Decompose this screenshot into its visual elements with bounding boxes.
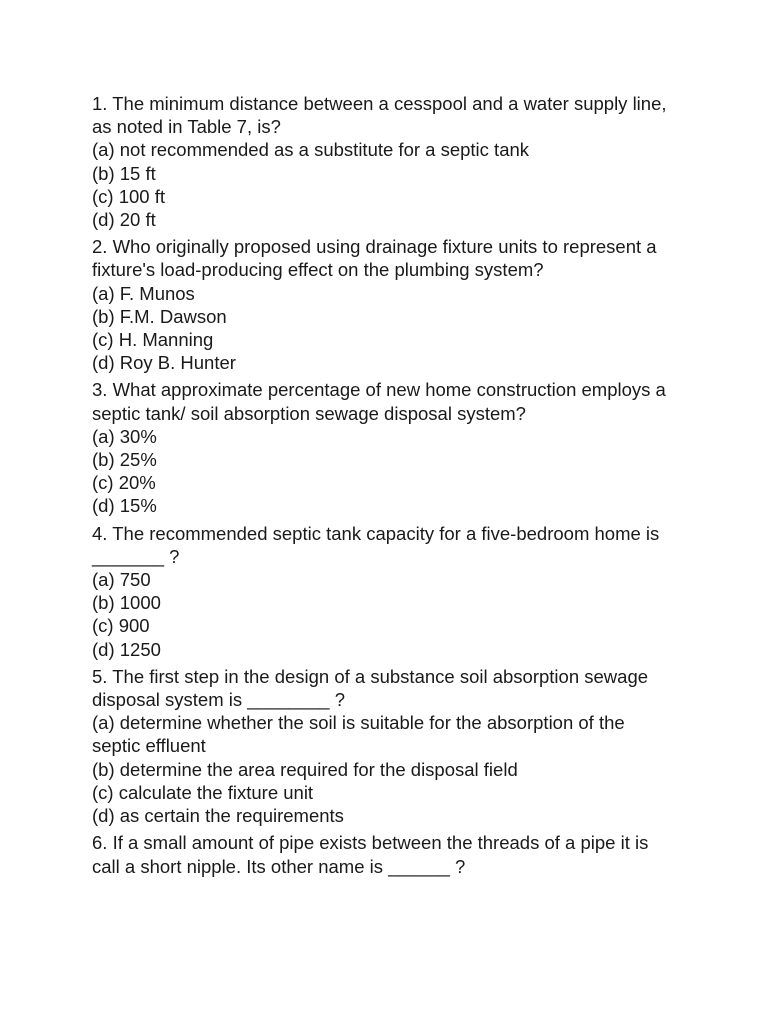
option-a: (a) not recommended as a substitute for a septic tank [92,139,530,161]
option-c: (c) calculate the fixture unit [92,781,314,803]
option-d: (d) 20 ft [92,209,156,231]
option-d: (d) Roy B. Hunter [92,352,236,374]
option-b: (b) determine the area required for the disposal field [92,758,518,780]
question-1 [92,92,672,231]
option-c: (c) 100 ft [92,185,165,207]
option-d: (d) 15% [92,495,157,517]
option-c: (c) 20% [92,472,156,494]
option-b: (b) 1000 [92,592,161,614]
option-b: (b) 25% [92,449,157,471]
question-text: 2. Who originally proposed using drainage fixture units to represent a fixture's load-producing effect on the plumbing system? [92,236,657,281]
option-d: (d) 1250 [92,638,161,660]
option-c: (c) 900 [92,615,150,637]
option-a: (a) 750 [92,569,151,591]
option-b: (b) F.M. Dawson [92,305,227,327]
option-d: (d) as certain the requirements [92,805,344,827]
question-4 [92,522,672,661]
document-page [92,92,672,882]
question-text: 6. If a small amount of pipe exists between the threads of a pipe it is call a short nipple. Its other name is ______ ? [92,832,649,877]
question-3 [92,378,672,517]
question-text: 4. The recommended septic tank capacity for a five-bedroom home is _______ ? [92,522,660,567]
option-a: (a) F. Munos [92,282,195,304]
question-text: 3. What approximate percentage of new home construction employs a septic tank/ soil absorption sewage disposal system? [92,379,666,424]
option-c: (c) H. Manning [92,329,214,351]
option-b: (b) 15 ft [92,162,156,184]
question-6 [92,831,672,877]
question-2 [92,235,672,374]
option-a: (a) determine whether the soil is suitable for the absorption of the septic effluent [92,712,625,757]
question-text: 5. The first step in the design of a substance soil absorption sewage disposal system is ________ ? [92,665,649,711]
option-a: (a) 30% [92,425,157,447]
question-5 [92,665,672,827]
question-text: 1. The minimum distance between a cesspool and a water supply line, as noted in Table 7, is? [92,93,667,138]
